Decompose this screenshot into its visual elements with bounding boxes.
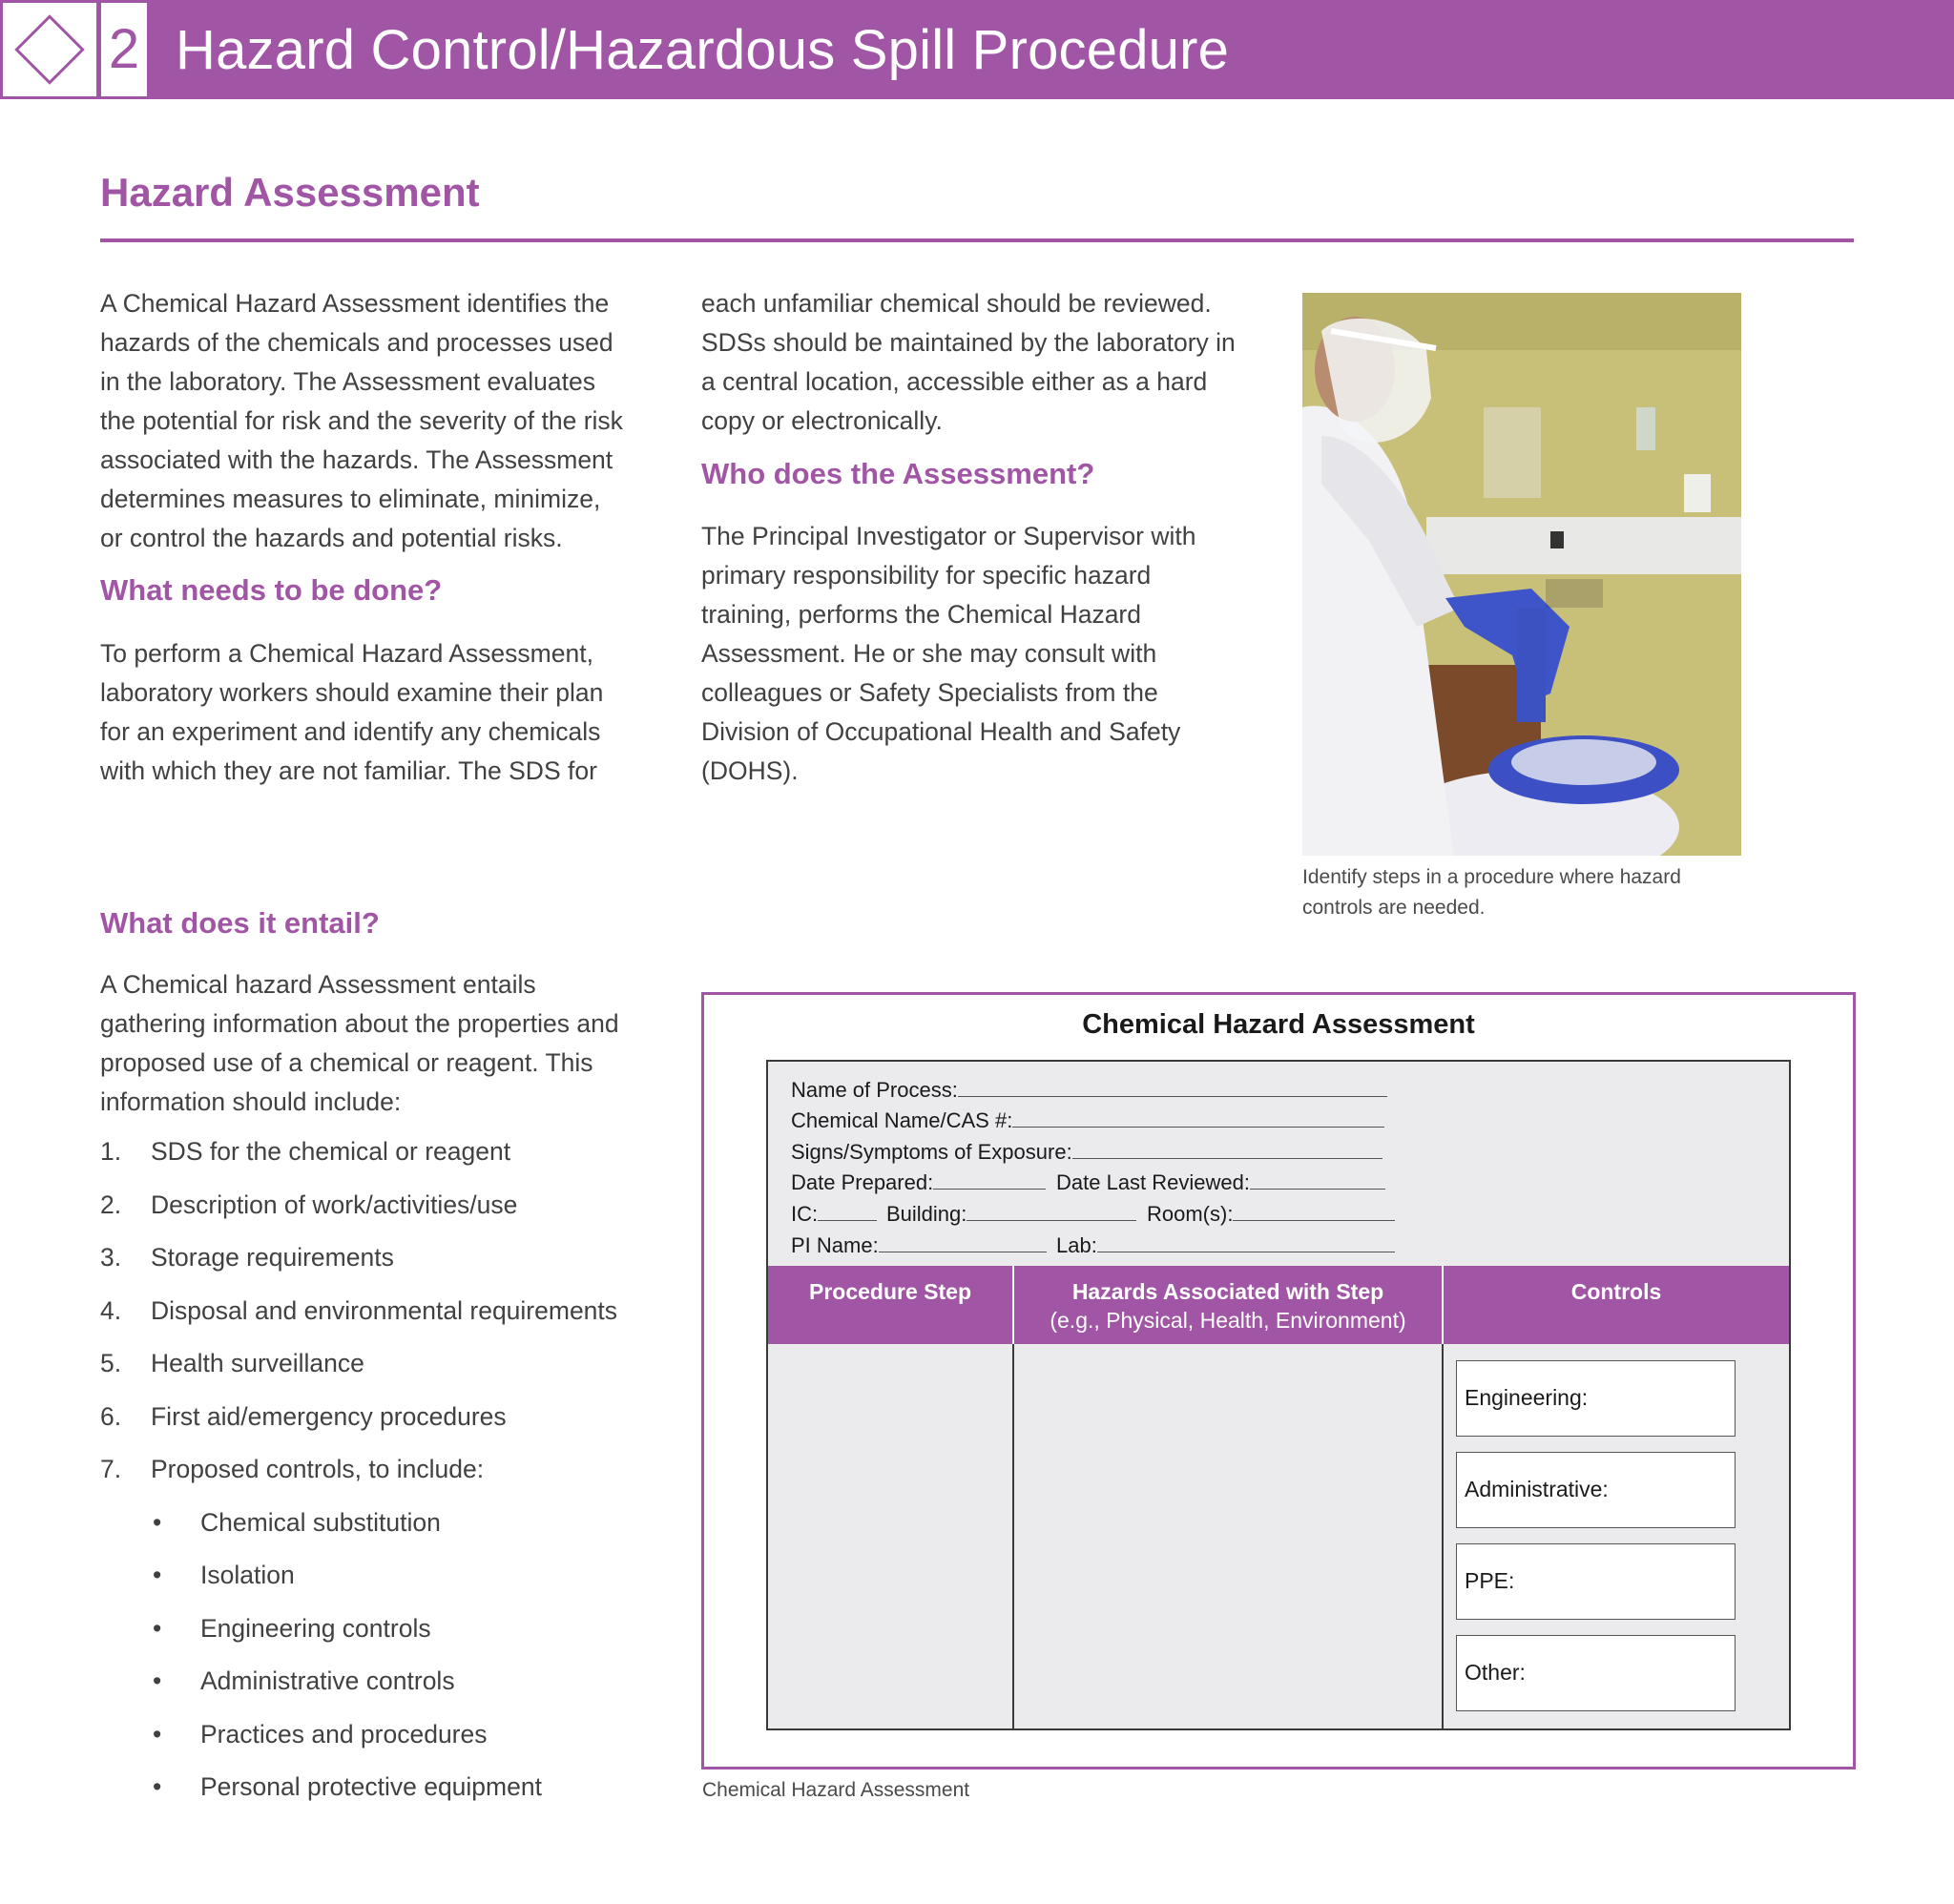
lab-field: Lab: xyxy=(1056,1232,1395,1259)
form-title: Chemical Hazard Assessment xyxy=(1082,1009,1475,1040)
who-heading: Who does the Assessment? xyxy=(701,457,1095,490)
date-last-reviewed-field: Date Last Reviewed: xyxy=(1056,1169,1385,1196)
hazard-diamond-icon xyxy=(3,3,96,96)
procedure-step-header: Procedure Step xyxy=(809,1279,971,1304)
name-of-process-field: Name of Process: xyxy=(791,1077,1387,1104)
hazard-assessment-form xyxy=(766,1060,1791,1730)
form-caption: Chemical Hazard Assessment xyxy=(702,1779,970,1801)
chapter-header xyxy=(0,0,1954,99)
chapter-number: 2 xyxy=(101,3,147,96)
rooms-field: Room(s): xyxy=(1147,1201,1395,1228)
date-prepared-field: Date Prepared: xyxy=(791,1169,1046,1196)
form-table-header xyxy=(768,1266,1789,1344)
ppe-controls-box: PPE: xyxy=(1456,1543,1736,1620)
administrative-controls-box: Administrative: xyxy=(1456,1452,1736,1528)
continued-paragraph: each unfamiliar chemical should be reviewed. SDSs should be maintained by the laboratory in a central location, accessible either as a hard copy or electronically. xyxy=(701,289,1236,435)
section-divider xyxy=(100,238,1854,242)
lab-worker-photo xyxy=(1302,293,1741,856)
pi-name-field: PI Name: xyxy=(791,1232,1047,1259)
entail-paragraph: A Chemical hazard Assessment entails gathering information about the properties and proposed use of a chemical or reagent. This information should include: xyxy=(100,970,619,1116)
signs-symptoms-field: Signs/Symptoms of Exposure: xyxy=(791,1139,1382,1166)
section-title: Hazard Assessment xyxy=(100,170,480,215)
chapter-title: Hazard Control/Hazardous Spill Procedure xyxy=(176,19,1230,81)
other-controls-box: Other: xyxy=(1456,1635,1736,1711)
ic-field: IC: xyxy=(791,1201,877,1228)
entail-heading: What does it entail? xyxy=(100,906,380,940)
column-divider xyxy=(1442,1344,1444,1728)
what-needs-heading: What needs to be done? xyxy=(100,573,443,607)
what-needs-paragraph: To perform a Chemical Hazard Assessment, laboratory workers should examine their plan for an experiment and identify any chemicals with which they are not familiar. The SDS for xyxy=(100,639,604,785)
intro-paragraph: A Chemical Hazard Assessment identifies the hazards of the chemicals and processes used in the laboratory. The Assessment evaluates the potential for risk and the severity of the risk associated with the hazards. The Assessment determines measures to eliminate, minimize, or control the hazards and potential risks. xyxy=(100,289,623,552)
building-field: Building: xyxy=(886,1201,1136,1228)
who-paragraph: The Principal Investigator or Supervisor with primary responsibility for specific hazard training, performs the Chemical Hazard Assessment. He or she may consult with colleagues or Safety Specialists from the Division of Occupational Health and Safety (DOHS). xyxy=(701,522,1196,785)
hazards-header: Hazards Associated with Step (e.g., Physical, Health, Environment) xyxy=(1050,1279,1406,1333)
photo-caption: Identify steps in a procedure where hazard controls are needed. xyxy=(1302,866,1681,919)
chemical-name-field: Chemical Name/CAS #: xyxy=(791,1107,1384,1134)
column-divider xyxy=(1012,1344,1014,1728)
controls-header: Controls xyxy=(1570,1279,1662,1304)
engineering-controls-box: Engineering: xyxy=(1456,1360,1736,1437)
